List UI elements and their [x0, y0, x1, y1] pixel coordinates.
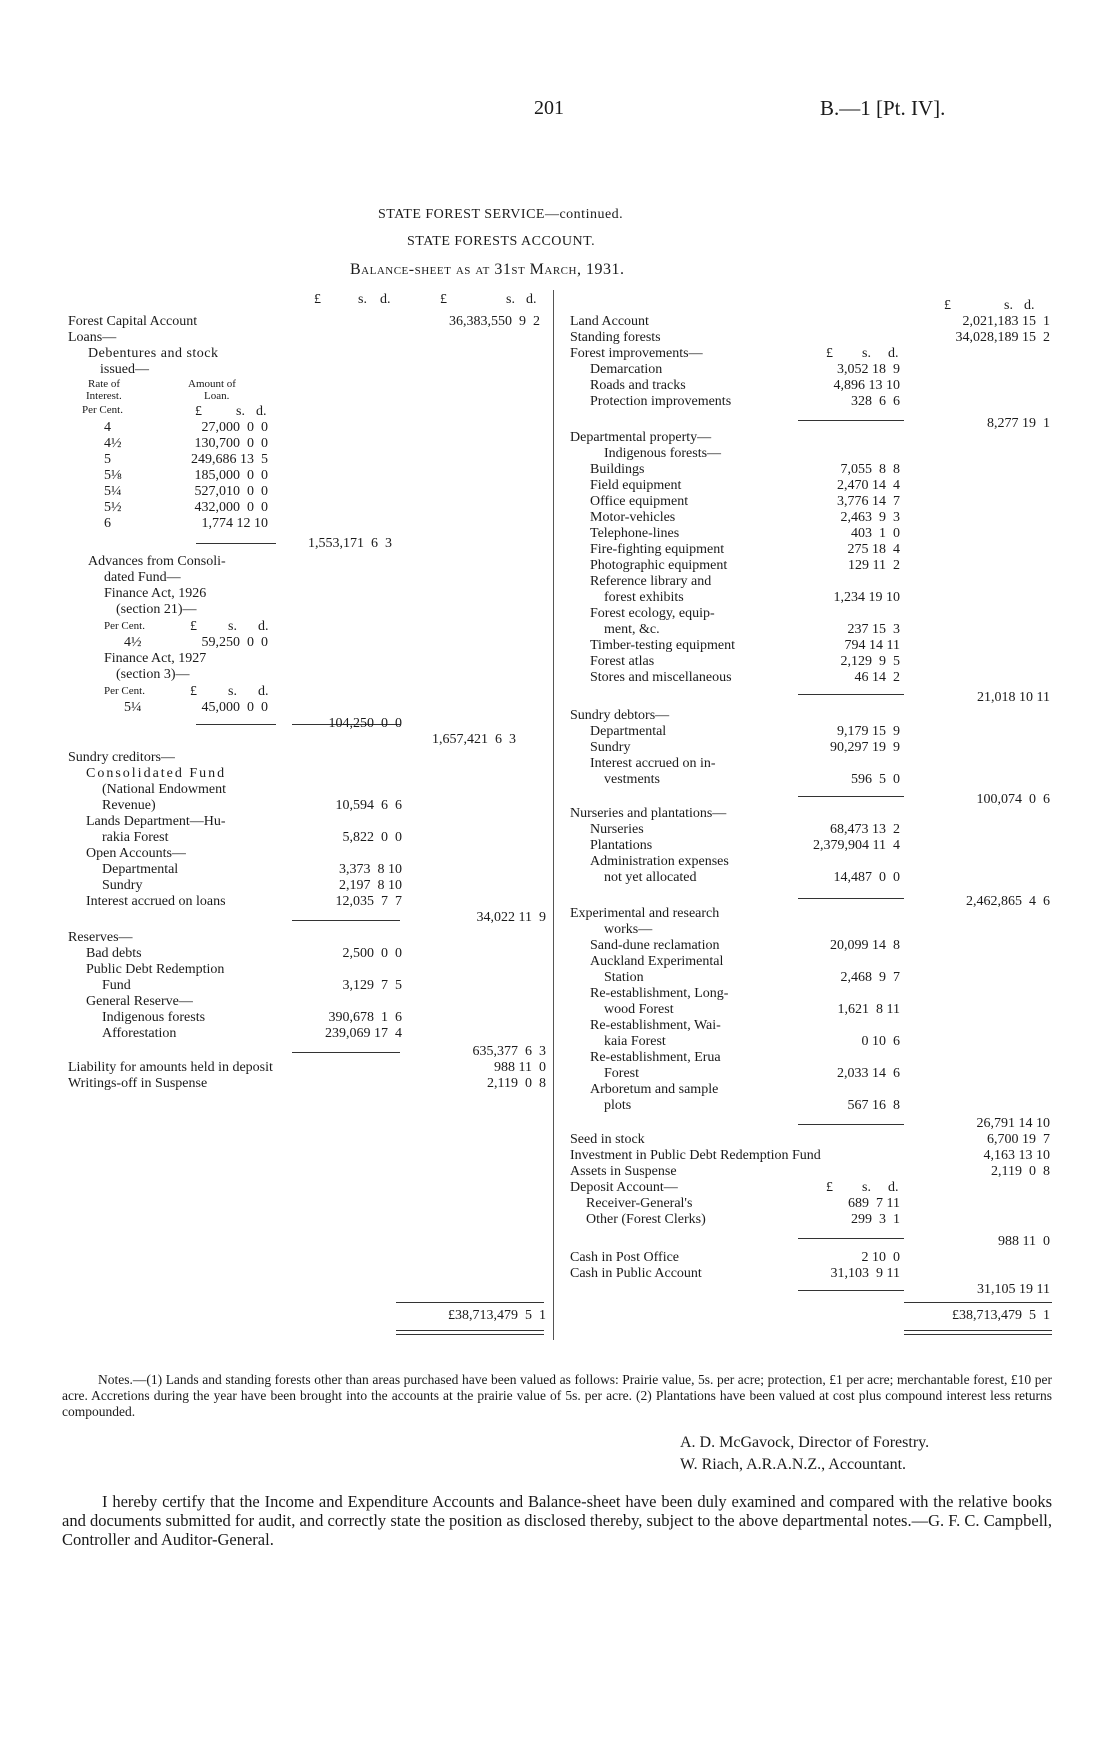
investment-label: Investment in Public Debt Redemption Fund [570, 1148, 821, 1163]
seed-amount: 6,700 19 7 [987, 1132, 1050, 1147]
advances-total: 104,250 0 0 [328, 716, 402, 731]
improvements-total: 8,277 19 1 [987, 416, 1050, 431]
rule [798, 694, 904, 695]
deb-amount: 1,774 12 10 [201, 516, 268, 531]
dated-fund-label: dated Fund— [104, 570, 181, 585]
deb-pound-header: £ [195, 404, 202, 419]
section-3-label: (section 3)— [116, 667, 190, 682]
reserves-label: Reserves— [68, 930, 133, 945]
nurseries-plantations-total: 2,462,865 4 6 [966, 894, 1050, 909]
adv-pence-header: d. [258, 619, 269, 634]
property-label: Fire-fighting equipment [590, 542, 725, 557]
consolidated-fund-label: Consolidated Fund [86, 766, 227, 781]
general-reserve-label: General Reserve— [86, 994, 193, 1009]
service-title: STATE FOREST SERVICE—continued. [378, 207, 624, 222]
reserves-total: 635,377 6 3 [472, 1044, 546, 1059]
interest-header: Interest. [86, 390, 122, 402]
writings-off-label: Writings-off in Suspense [68, 1076, 208, 1091]
forest-ecology-label: Forest ecology, equip- [590, 606, 715, 621]
assets-suspense-amount: 2,119 0 8 [991, 1164, 1050, 1179]
property-label: Motor-vehicles [590, 510, 676, 525]
fa1926-amount: 59,250 0 0 [201, 635, 268, 650]
administration-label: Administration expenses [590, 854, 729, 869]
liab-col1-pence: d. [380, 292, 391, 307]
writings-off-amount: 2,119 0 8 [487, 1076, 546, 1091]
amount-header: Amount of [188, 378, 236, 390]
demarcation-label: Demarcation [590, 362, 663, 377]
standing-forests-amount: 34,028,189 15 2 [955, 330, 1050, 345]
director-signature: A. D. McGavock, Director of Forestry. [680, 1434, 930, 1451]
assets-shillings-header: s. [1004, 298, 1013, 313]
rate-header: Rate of [88, 378, 121, 390]
deb-amount: 27,000 0 0 [201, 420, 268, 435]
receiver-general-amount: 689 7 11 [848, 1196, 900, 1211]
column-divider [553, 290, 554, 1340]
debentures-total: 1,553,171 6 3 [308, 536, 392, 551]
indigenous-forests-heading: Indigenous forests— [604, 446, 722, 461]
deb-amount: 527,010 0 0 [194, 484, 268, 499]
impr-pence-header: d. [888, 346, 899, 361]
public-debt-redemption-label: Public Debt Redemption [86, 962, 225, 977]
property-total: 21,018 10 11 [977, 690, 1050, 705]
deb-rate: 5½ [104, 500, 122, 515]
deb-amount: 249,686 13 5 [191, 452, 268, 467]
ment-etc-amount: 237 15 3 [847, 622, 900, 637]
deb-rate: 6 [104, 516, 111, 531]
fa1927-rate: 5¼ [124, 700, 142, 715]
property-label: Buildings [590, 462, 645, 477]
property-amount: 7,055 8 8 [840, 462, 900, 477]
sundry-creditors-label: Sundry creditors— [68, 750, 175, 765]
section-21-label: (section 21)— [116, 602, 197, 617]
interest-investments-label: Interest accrued on in- [590, 756, 716, 771]
hurakia-forest-amount: 5,822 0 0 [342, 830, 402, 845]
departmental-amount: 3,373 8 10 [339, 862, 402, 877]
longwood-amount: 1,621 8 11 [837, 1002, 900, 1017]
sand-dune-label: Sand-dune reclamation [590, 938, 720, 953]
indigenous-forests-amount: 390,678 1 6 [328, 1010, 402, 1025]
rule [396, 1302, 544, 1303]
experimental-label: Experimental and research [570, 906, 720, 921]
finance-act-1927-label: Finance Act, 1927 [104, 651, 207, 666]
liability-deposit-amount: 988 11 0 [494, 1060, 546, 1075]
standing-forests-label: Standing forests [570, 330, 661, 345]
cash-public-account-amount: 31,103 9 11 [830, 1266, 900, 1281]
land-account-amount: 2,021,183 15 1 [962, 314, 1050, 329]
property-amount: 3,776 14 7 [837, 494, 900, 509]
liab-col1-pound: £ [314, 292, 321, 307]
account-title: STATE FORESTS ACCOUNT. [407, 234, 596, 249]
liab-col2-pence: d. [526, 292, 537, 307]
sundry-label: Sundry [102, 878, 143, 893]
seed-label: Seed in stock [570, 1132, 645, 1147]
longwood-label: wood Forest [604, 1002, 674, 1017]
arboretum-label: Arboretum and sample [590, 1082, 719, 1097]
page-number: 201 [534, 97, 564, 119]
rule [798, 1238, 904, 1239]
rule [798, 1124, 904, 1125]
forest-exhibits-label: forest exhibits [604, 590, 684, 605]
debtors-departmental-amount: 9,179 15 9 [837, 724, 900, 739]
erua-label: Forest [604, 1066, 639, 1081]
debentures-label: Debentures and stock [88, 346, 219, 361]
deb-rate: 5¼ [104, 484, 122, 499]
nurseries-amount: 68,473 13 2 [830, 822, 900, 837]
per-cent-header: Per Cent. [82, 404, 123, 416]
liab-col1-shillings: s. [358, 292, 367, 307]
national-endowment-label: (National Endowment [102, 782, 227, 797]
deb-rate: 4 [104, 420, 111, 435]
deb-shillings-header: s. [236, 404, 245, 419]
plantations-label: Plantations [590, 838, 653, 853]
other-forest-clerks-amount: 299 3 1 [851, 1212, 900, 1227]
reestablishment-waikaia-label: Re-establishment, Wai- [590, 1018, 721, 1033]
rule [196, 724, 276, 725]
deb-pence-header: d. [256, 404, 267, 419]
interest-loans-amount: 12,035 7 7 [335, 894, 402, 909]
reestablishment-longwood-label: Re-establishment, Long- [590, 986, 729, 1001]
roads-tracks-label: Roads and tracks [590, 378, 686, 393]
property-amount: 129 11 2 [848, 558, 900, 573]
indigenous-forests-label: Indigenous forests [102, 1010, 206, 1025]
debtors-departmental-label: Departmental [590, 724, 667, 739]
adv2-pound-header: £ [190, 684, 197, 699]
property-amount: 275 18 4 [847, 542, 900, 557]
deb-rate: 5 [104, 452, 111, 467]
double-rule [396, 1330, 544, 1331]
bad-debts-label: Bad debts [86, 946, 142, 961]
forest-capital-label: Forest Capital Account [68, 314, 198, 329]
auckland-label: Auckland Experimental [590, 954, 724, 969]
deb-amount: 185,000 0 0 [194, 468, 268, 483]
vestments-amount: 596 5 0 [851, 772, 900, 787]
property-amount: 2,470 14 4 [837, 478, 900, 493]
double-rule [904, 1330, 1052, 1331]
debtors-total: 100,074 0 6 [976, 792, 1050, 807]
forest-exhibits-amount: 1,234 19 10 [833, 590, 900, 605]
advances-label: Advances from Consoli- [88, 554, 226, 569]
rule [196, 543, 276, 544]
lands-department-label: Lands Department—Hu- [86, 814, 226, 829]
land-account-label: Land Account [570, 314, 649, 329]
plantations-amount: 2,379,904 11 4 [813, 838, 900, 853]
rule [798, 796, 904, 797]
issued-label: issued— [100, 362, 149, 377]
cash-public-account-label: Cash in Public Account [570, 1266, 702, 1281]
notes: Notes.—(1) Lands and standing forests other than areas purchased have been valued as follows: Prairie value, 5s. per acre; protection, £1 per acre; merchantable forest, £10 per acre. Accretions during the year have been brought into the accounts at the prairie value of 5s. per acre. (2) Plantations have been valued at cost plus compound interest less returns compounded. [62, 1372, 1052, 1419]
interest-loans-label: Interest accrued on loans [86, 894, 226, 909]
vestments-label: vestments [604, 772, 660, 787]
double-rule [904, 1334, 1052, 1335]
assets-suspense-label: Assets in Suspense [570, 1164, 677, 1179]
not-allocated-amount: 14,487 0 0 [833, 870, 900, 885]
station-label: Station [604, 970, 644, 985]
deb-rate: 5⅛ [104, 468, 122, 483]
property-label: Field equipment [590, 478, 682, 493]
nurseries-label: Nurseries [590, 822, 644, 837]
revenue-label: Revenue) [102, 798, 156, 813]
plots-amount: 567 16 8 [847, 1098, 900, 1113]
protection-label: Protection improvements [590, 394, 732, 409]
fa1927-amount: 45,000 0 0 [201, 700, 268, 715]
afforestation-amount: 239,069 17 4 [325, 1026, 402, 1041]
loans-total: 1,657,421 6 3 [432, 732, 516, 747]
afforestation-label: Afforestation [102, 1026, 177, 1041]
sundry-amount: 2,197 8 10 [339, 878, 402, 893]
reference-library-label: Reference library and [590, 574, 712, 589]
other-forest-clerks-label: Other (Forest Clerks) [586, 1212, 706, 1227]
deb-amount: 130,700 0 0 [194, 436, 268, 451]
document-reference: B.—1 [Pt. IV]. [820, 96, 946, 120]
rule [798, 898, 904, 899]
property-label: Office equipment [590, 494, 689, 509]
fund-label: Fund [102, 978, 131, 993]
waikaia-amount: 0 10 6 [861, 1034, 900, 1049]
forest-capital-amount: 36,383,550 9 2 [449, 314, 540, 329]
loan-header: Loan. [204, 390, 230, 402]
assets-pound-header: £ [944, 298, 951, 313]
debtors-sundry-amount: 90,297 19 9 [830, 740, 900, 755]
works-label: works— [604, 922, 653, 937]
per-cent-header: Per Cent. [104, 685, 145, 697]
accountant-signature: W. Riach, A.R.A.N.Z., Accountant. [680, 1456, 907, 1473]
property-label: Photographic equipment [590, 558, 728, 573]
liability-deposit-label: Liability for amounts held in deposit [68, 1060, 273, 1075]
adv-pound-header: £ [190, 619, 197, 634]
deb-amount: 432,000 0 0 [194, 500, 268, 515]
experimental-total: 26,791 14 10 [976, 1116, 1050, 1131]
deposit-pence-header: d. [888, 1180, 899, 1195]
investment-amount: 4,163 13 10 [983, 1148, 1050, 1163]
adv2-shillings-header: s. [228, 684, 237, 699]
open-accounts-label: Open Accounts— [86, 846, 186, 861]
waikaia-label: kaia Forest [604, 1034, 666, 1049]
liabilities-grand-total: £38,713,479 5 1 [448, 1308, 546, 1323]
nurseries-plantations-label: Nurseries and plantations— [570, 806, 727, 821]
forest-improvements-label: Forest improvements— [570, 346, 703, 361]
finance-act-1926-label: Finance Act, 1926 [104, 586, 207, 601]
station-amount: 2,468 9 7 [840, 970, 900, 985]
reestablishment-erua-label: Re-establishment, Erua [590, 1050, 721, 1065]
stores-amount: 46 14 2 [854, 670, 900, 685]
departmental-property-label: Departmental property— [570, 430, 712, 445]
adv-shillings-header: s. [228, 619, 237, 634]
rule [798, 1290, 904, 1291]
property-amount: 2,463 9 3 [840, 510, 900, 525]
timber-testing-label: Timber-testing equipment [590, 638, 736, 653]
impr-shillings-header: s. [862, 346, 871, 361]
cash-total: 31,105 19 11 [977, 1282, 1050, 1297]
deposit-account-label: Deposit Account— [570, 1180, 678, 1195]
forest-atlas-label: Forest atlas [590, 654, 655, 669]
not-allocated-label: not yet allocated [604, 870, 697, 885]
adv2-pence-header: d. [258, 684, 269, 699]
stores-label: Stores and miscellaneous [590, 670, 732, 685]
deposit-pound-header: £ [826, 1180, 833, 1195]
fund-amount: 3,129 7 5 [342, 978, 402, 993]
impr-pound-header: £ [826, 346, 833, 361]
bad-debts-amount: 2,500 0 0 [342, 946, 402, 961]
liab-col2-pound: £ [440, 292, 447, 307]
forest-atlas-amount: 2,129 9 5 [840, 654, 900, 669]
auditor-certificate: I hereby certify that the Income and Expenditure Accounts and Balance-sheet have been duly examined and compared with the relative books and documents submitted for audit, and correctly state the position as disclosed thereby, subject to the above departmental notes.—G. F. C. Campbell, Controller and Auditor-General. [62, 1492, 1052, 1549]
cash-post-office-amount: 2 10 0 [861, 1250, 900, 1265]
loans-label: Loans— [68, 330, 117, 345]
sundry-debtors-label: Sundry debtors— [570, 708, 670, 723]
rule [904, 1302, 1052, 1303]
double-rule [396, 1334, 544, 1335]
fa1926-rate: 4½ [124, 635, 142, 650]
demarcation-amount: 3,052 18 9 [837, 362, 900, 377]
per-cent-header: Per Cent. [104, 620, 145, 632]
cash-post-office-label: Cash in Post Office [570, 1250, 680, 1265]
plots-label: plots [604, 1098, 632, 1113]
ment-etc-label: ment, &c. [604, 622, 660, 637]
erua-amount: 2,033 14 6 [837, 1066, 900, 1081]
assets-grand-total: £38,713,479 5 1 [952, 1308, 1050, 1323]
revenue-amount: 10,594 6 6 [335, 798, 402, 813]
assets-pence-header: d. [1024, 298, 1035, 313]
deposit-shillings-header: s. [862, 1180, 871, 1195]
debtors-sundry-label: Sundry [590, 740, 631, 755]
hurakia-forest-label: rakia Forest [102, 830, 169, 845]
balance-sheet-title: Balance-sheet as at 31st March, 1931. [350, 261, 625, 278]
creditors-total: 34,022 11 9 [476, 910, 546, 925]
deb-rate: 4½ [104, 436, 122, 451]
roads-tracks-amount: 4,896 13 10 [833, 378, 900, 393]
sand-dune-amount: 20,099 14 8 [830, 938, 900, 953]
deposit-total: 988 11 0 [998, 1234, 1050, 1249]
receiver-general-label: Receiver-General's [586, 1196, 693, 1211]
liab-col2-shillings: s. [506, 292, 515, 307]
property-amount: 403 1 0 [851, 526, 900, 541]
protection-amount: 328 6 6 [851, 394, 900, 409]
timber-testing-amount: 794 14 11 [844, 638, 900, 653]
property-label: Telephone-lines [590, 526, 680, 541]
departmental-label: Departmental [102, 862, 179, 877]
rule [798, 420, 904, 421]
